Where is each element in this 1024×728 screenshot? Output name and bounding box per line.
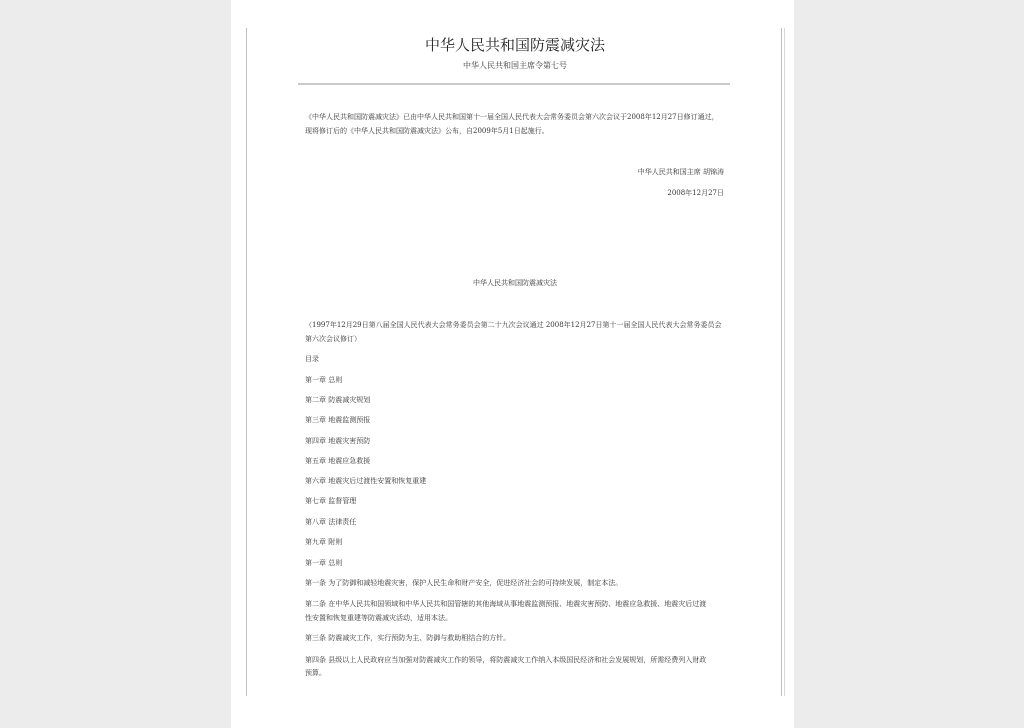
article-3: 第三条 防震减灾工作，实行预防为主、防御与救助相结合的方针。	[305, 634, 511, 642]
signer: 中华人民共和国主席 胡锦涛	[637, 168, 724, 176]
chapter-heading: 第一章 总则	[305, 559, 343, 567]
title-divider	[298, 83, 730, 85]
toc-item: 第七章 监督管理	[305, 497, 357, 505]
toc-item: 第六章 地震灾后过渡性安置和恢复重建	[305, 477, 427, 485]
right-margin-line-outer	[784, 28, 785, 696]
toc-item: 第一章 总则	[305, 376, 343, 384]
article-2-line-2: 性安置和恢复重建等防震减灾活动，适用本法。	[305, 614, 452, 622]
toc-item: 第八章 法律责任	[305, 518, 357, 526]
toc-item: 第三章 地震监测预报	[305, 416, 371, 424]
article-2-line-1: 第二条 在中华人民共和国领域和中华人民共和国管辖的其他海域从事地震监测预报、地震灾害预防、地震应急救援、地震灾后过渡	[305, 600, 707, 608]
document-subtitle: 中华人民共和国主席令第七号	[463, 61, 567, 70]
history-line-2: 第六次会议修订）	[305, 335, 361, 343]
article-1: 第一条 为了防御和减轻地震灾害，保护人民生命和财产安全，促进经济社会的可持续发展，制定本法。	[305, 579, 623, 587]
toc-heading: 目录	[305, 355, 319, 363]
document-title: 中华人民共和国防震减灾法	[424, 36, 605, 54]
toc-item: 第二章 防震减灾规划	[305, 396, 371, 404]
toc-item: 第九章 附则	[305, 538, 343, 546]
article-4-line-2: 预算。	[305, 669, 326, 677]
article-4-line-1: 第四条 县级以上人民政府应当加强对防震减灾工作的领导，将防震减灾工作纳入本级国民经济和社会发展规划，所需经费列入财政	[305, 656, 707, 664]
history-line-1: （1997年12月29日第八届全国人民代表大会常务委员会第二十九次会议通过 2008年12月27日第十一届全国人民代表大会常务委员会	[305, 321, 722, 329]
right-margin-line	[781, 28, 782, 696]
intro-paragraph-line-2: 现将修订后的《中华人民共和国防震减灾法》公布，自2009年5月1日起施行。	[305, 127, 549, 135]
left-margin-line	[246, 28, 247, 696]
sign-date: 2008年12月27日	[667, 189, 724, 197]
law-title: 中华人民共和国防震减灾法	[473, 279, 557, 287]
toc-item: 第五章 地震应急救援	[305, 457, 371, 465]
toc-item: 第四章 地震灾害预防	[305, 437, 371, 445]
intro-paragraph-line-1: 《中华人民共和国防震减灾法》已由中华人民共和国第十一届全国人民代表大会常务委员会第六次会议于2008年12月27日修订通过，	[305, 113, 719, 121]
